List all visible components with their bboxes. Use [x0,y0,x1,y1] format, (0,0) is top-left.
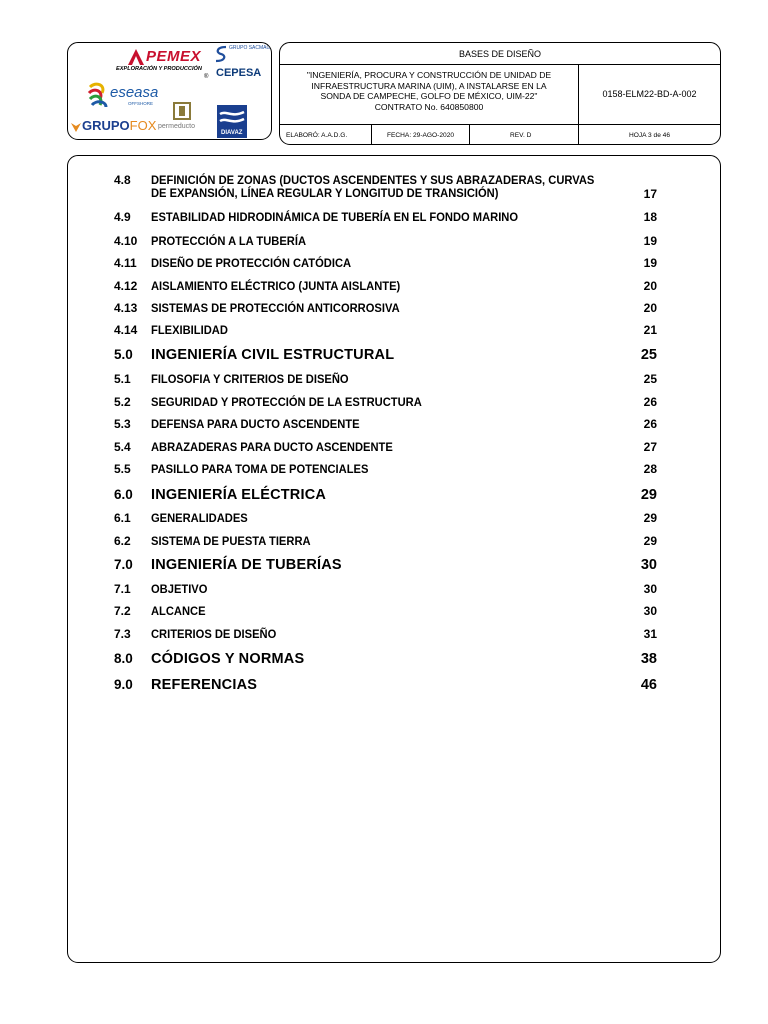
toc-entry-number: 5.1 [114,372,131,386]
toc-entry-number: 8.0 [114,651,133,666]
toc-entry-number: 5.5 [114,462,131,476]
toc-entry-title: INGENIERÍA DE TUBERÍAS [151,557,342,573]
cepesa-logo-text: CEPESA [216,67,262,79]
toc-entry-number: 7.0 [114,557,133,572]
sacmag-logo-text: GRUPO SACMAG [229,45,271,51]
toc-entry-page: 25 [640,347,657,363]
toc-entry-title: INGENIERÍA ELÉCTRICA [151,487,327,503]
toc-entry-page: 18 [643,210,657,224]
toc-entry-number: 9.0 [114,677,133,692]
pemex-subtitle: EXPLORACIÓN Y PRODUCCIÓN [116,66,202,72]
toc-entry-number: 4.13 [114,301,138,315]
toc-entry-page: 26 [643,417,657,431]
toc-entry-number: 4.12 [114,279,138,293]
toc-entry-title-line: DEFINICIÓN DE ZONAS (DUCTOS ASCENDENTES Y SUS ABRAZADERAS, CURVAS [151,173,595,187]
project-line: "INGENIERÍA, PROCURA Y CONSTRUCCIÓN DE UNIDAD DE [306,70,552,80]
toc-entry[interactable] [114,174,660,200]
document-code: 0158-ELM22-BD-A-002 [602,89,697,99]
toc-entry-page: 17 [643,187,657,201]
toc-entry-number: 5.4 [114,440,131,454]
revision: REV. D [470,125,579,145]
toc-entry-title: ALCANCE [151,604,206,618]
toc-entry-title: CÓDIGOS Y NORMAS [151,651,305,667]
toc-entry-number: 5.3 [114,417,131,431]
permeducto-logo-text: permeducto [158,123,195,130]
toc-entry-page: 26 [643,395,657,409]
toc-entry-title: DISEÑO DE PROTECCIÓN CATÓDICA [151,256,352,270]
toc-entry-page: 29 [643,534,657,548]
toc-entry-page: 28 [643,462,657,476]
toc-entry-page: 38 [640,651,657,667]
toc-entry-number: 5.2 [114,395,131,409]
toc-entry-title: ESTABILIDAD HIDRODINÁMICA DE TUBERÍA EN EL FONDO MARINO [151,210,519,224]
toc-entry-page: 19 [643,256,657,270]
toc-entry-number: 6.2 [114,534,131,548]
eseasa-logo-text: eseasa [110,84,159,101]
toc-entry-page: 25 [643,372,657,386]
toc-entry-title: INGENIERÍA CIVIL ESTRUCTURAL [151,347,395,363]
diavaz-logo-text: DIAVAZ [221,130,243,136]
fox-logo-word: FOX [129,118,157,133]
toc-entry-title: SISTEMAS DE PROTECCIÓN ANTICORROSIVA [151,301,400,315]
toc-entry-title: PASILLO PARA TOMA DE POTENCIALES [151,462,369,476]
prepared-by: ELABORÓ: A.A.D.G. [280,125,372,145]
toc-entry-number: 5.0 [114,347,133,362]
toc-entry-title-line: DE EXPANSIÓN, LÍNEA REGULAR Y LONGITUD DE TRANSICIÓN) [151,186,499,200]
toc-entry-title: SEGURIDAD Y PROTECCIÓN DE LA ESTRUCTURA [151,395,422,409]
toc-entry-title: GENERALIDADES [151,511,248,525]
toc-entry-number: 6.0 [114,487,133,502]
toc-entry-page: 27 [643,440,657,454]
project-line: SONDA DE CAMPECHE, GOLFO DE MÉXICO, UIM-22" [320,91,538,101]
pemex-registered-mark: ® [204,74,209,80]
toc-entry-title: OBJETIVO [151,582,208,596]
toc-entry-title: AISLAMIENTO ELÉCTRICO (JUNTA AISLANTE) [151,279,401,293]
toc-entry-title [151,174,653,200]
toc-entry-page: 19 [643,234,657,248]
toc-entry-title: DEFENSA PARA DUCTO ASCENDENTE [151,417,360,431]
document-type-title: BASES DE DISEÑO [280,43,720,65]
toc-entry-page: 46 [640,677,657,693]
toc-entry-title: FILOSOFIA Y CRITERIOS DE DISEÑO [151,372,349,386]
toc-entry-title: SISTEMA DE PUESTA TIERRA [151,534,311,548]
pemex-logo-text: PEMEX [146,48,202,65]
toc-entry-number: 4.11 [114,256,137,270]
toc-entry-page: 20 [643,279,657,293]
toc-entry-page: 30 [643,604,657,618]
project-line: INFRAESTRUCTURA MARINA (UIM), A INSTALARSE EN LA [311,80,547,91]
toc-entry-page: 29 [640,487,657,503]
toc-entry-page: 21 [643,323,657,337]
toc-entry-title: CRITERIOS DE DISEÑO [151,627,277,641]
grupofox-logo-word: GRUPO [82,118,130,133]
toc-entry-number: 7.2 [114,604,131,618]
toc-entry-title: REFERENCIAS [151,677,258,693]
toc-entry-title: FLEXIBILIDAD [151,323,228,337]
toc-entry-number: 4.10 [114,234,138,248]
toc-entry-page: 29 [643,511,657,525]
toc-entry-page: 30 [640,557,657,573]
toc-entry-number: 7.1 [114,582,131,596]
toc-entry-number: 6.1 [114,511,131,525]
sheet-number: HOJA 3 de 46 [628,132,671,139]
toc-entry-page: 31 [643,627,657,641]
contract-number: CONTRATO No. 640850800 [374,101,484,112]
toc-entry-number: 4.9 [114,210,131,224]
document-date: FECHA: 29-AGO-2020 [372,125,470,145]
toc-entry-number: 7.3 [114,627,131,641]
toc-entry-page: 30 [643,582,657,596]
eseasa-subtitle: OFFSHORE [128,101,154,106]
toc-entry-title: PROTECCIÓN A LA TUBERÍA [151,234,307,248]
toc-entry-number: 4.8 [114,173,131,187]
toc-entry-title: ABRAZADERAS PARA DUCTO ASCENDENTE [151,440,393,454]
toc-entry-page: 20 [643,301,657,315]
toc-entry-number: 4.14 [114,323,138,337]
